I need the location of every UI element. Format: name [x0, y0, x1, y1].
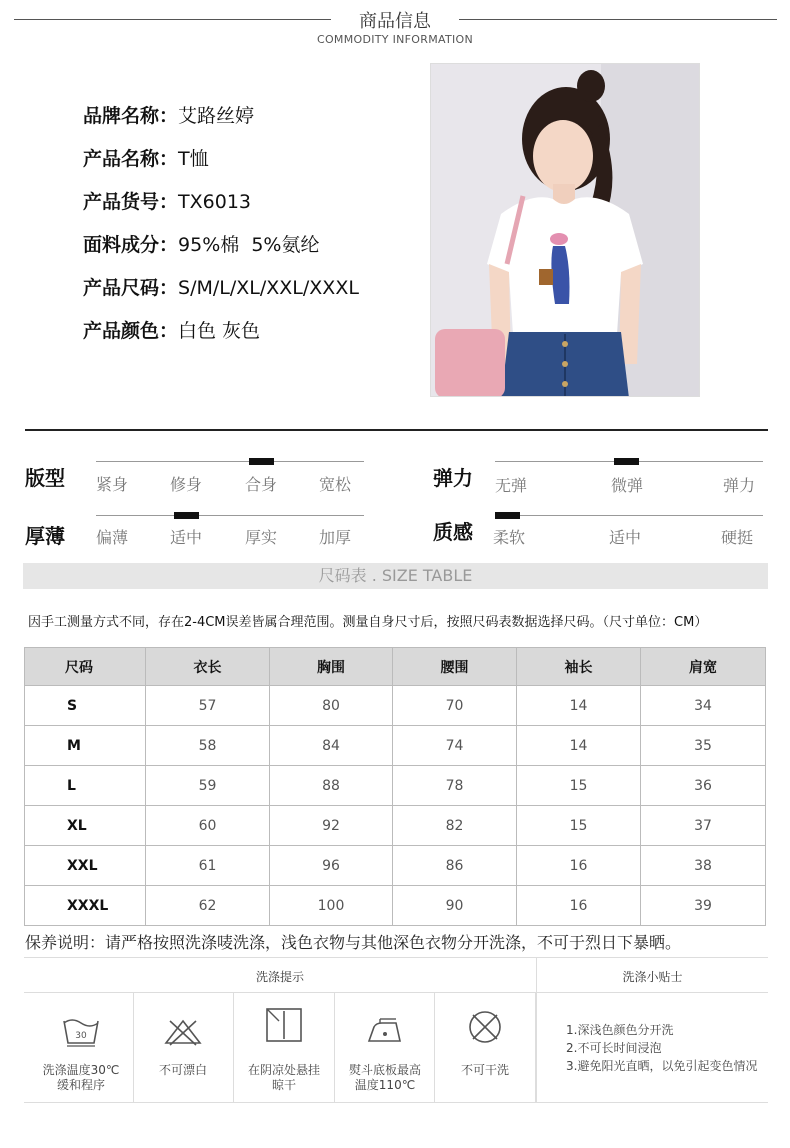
- wash-header-left: 洗涤提示: [255, 970, 304, 984]
- thickness-scale: [96, 515, 364, 516]
- table-cell: 82: [393, 806, 517, 846]
- info-colors: [83, 316, 260, 343]
- table-cell: 15: [517, 766, 641, 806]
- size-table: [24, 647, 766, 926]
- table-cell: 60: [146, 806, 270, 846]
- info-sizes: [83, 273, 359, 300]
- size-cell: S: [25, 686, 146, 726]
- size-cell: L: [25, 766, 146, 806]
- section-subtitle: COMMODITY INFORMATION: [316, 33, 474, 46]
- wash-top-rule: [24, 957, 768, 958]
- info-value: 白色 灰色: [178, 320, 261, 342]
- size-table-banner: 尺码表 . SIZE TABLE: [23, 563, 768, 589]
- wash-item: [234, 993, 334, 1098]
- no-bleach-icon: [164, 1015, 202, 1047]
- info-label: 产品货号：: [83, 191, 179, 213]
- fit-option: 修身: [170, 475, 203, 494]
- texture-scale: [495, 515, 763, 516]
- wash-caption: [335, 1063, 435, 1093]
- info-value: TX6013: [178, 191, 251, 213]
- section-divider: [25, 429, 768, 431]
- wash-caption-line: 在阴凉处悬挂: [247, 1063, 320, 1077]
- table-cell: 16: [517, 846, 641, 886]
- fit-option: 宽松: [319, 475, 352, 494]
- line-dry-shade-icon: [265, 1007, 303, 1043]
- wash-caption: [31, 1063, 131, 1093]
- wash-caption-line: 熨斗底板最高: [348, 1063, 421, 1077]
- wash-temp-label: 30: [75, 1031, 87, 1041]
- texture-option: 柔软: [493, 528, 526, 547]
- wash-caption-line: 缓和程序: [56, 1078, 105, 1092]
- model-illustration: [431, 64, 700, 397]
- thickness-option: 加厚: [319, 528, 352, 547]
- wash-caption-line: 不可干洗: [460, 1063, 509, 1077]
- no-dry-clean-icon: [466, 1009, 504, 1045]
- info-label: 品牌名称：: [83, 105, 179, 127]
- column-header: 胸围: [270, 648, 393, 686]
- fit-option: 合身: [245, 475, 278, 494]
- table-cell: 78: [393, 766, 517, 806]
- texture-scale-marker: [495, 512, 520, 519]
- texture-option: 适中: [609, 528, 642, 547]
- info-label: 产品名称：: [83, 148, 179, 170]
- table-cell: 14: [517, 686, 641, 726]
- fit-option: 紧身: [96, 475, 129, 494]
- table-cell: 70: [393, 686, 517, 726]
- table-cell: 100: [270, 886, 393, 926]
- wash-item: [31, 993, 131, 1098]
- wash-caption: [435, 1063, 535, 1078]
- info-value: 艾路丝婷: [178, 105, 255, 127]
- table-cell: 84: [270, 726, 393, 766]
- wash-item: [133, 993, 233, 1098]
- wash-tip: 2.不可长时间浸泡: [566, 1041, 662, 1055]
- wash-caption-line: 洗涤温度30℃: [42, 1063, 120, 1077]
- table-cell: 59: [146, 766, 270, 806]
- elasticity-scale-marker: [614, 458, 639, 465]
- table-cell: 92: [270, 806, 393, 846]
- table-row: [25, 886, 766, 926]
- info-fabric: [83, 230, 319, 257]
- table-header-row: [25, 648, 766, 686]
- table-cell: 96: [270, 846, 393, 886]
- attr-title-fit: 版型: [25, 466, 65, 490]
- wash-caption-line: 不可漂白: [158, 1063, 207, 1077]
- size-cell: XL: [25, 806, 146, 846]
- wash-caption-line: 晾干: [271, 1078, 296, 1092]
- wash-tips: [566, 1021, 757, 1075]
- table-row: [25, 766, 766, 806]
- table-cell: 80: [270, 686, 393, 726]
- table-cell: 88: [270, 766, 393, 806]
- icon-divider: [535, 993, 536, 1102]
- table-cell: 61: [146, 846, 270, 886]
- thickness-option: 适中: [170, 528, 203, 547]
- table-row: [25, 686, 766, 726]
- wash-tip: 1.深浅色颜色分开洗: [566, 1023, 674, 1037]
- attr-title-elasticity: 弹力: [433, 466, 473, 490]
- table-cell: 39: [641, 886, 766, 926]
- table-row: [25, 726, 766, 766]
- table-cell: 34: [641, 686, 766, 726]
- iron-110-icon: [366, 1015, 404, 1047]
- wash-30-icon: [62, 1015, 100, 1047]
- info-sku: [83, 187, 251, 214]
- table-cell: 58: [146, 726, 270, 766]
- wash-bottom-rule: [24, 1102, 768, 1103]
- thickness-option: 偏薄: [96, 528, 129, 547]
- size-cell: XXL: [25, 846, 146, 886]
- info-label: 产品尺码：: [83, 277, 179, 299]
- measurement-note: 因手工测量方式不同，存在2-4CM误差皆属合理范围。测量自身尺寸后，按照尺码表数据选择尺码。（尺寸单位：CM）: [28, 615, 708, 630]
- info-value: T恤: [178, 148, 209, 170]
- elasticity-option: 无弹: [495, 476, 528, 495]
- elasticity-option: 微弹: [611, 476, 644, 495]
- column-header: 袖长: [517, 648, 641, 686]
- column-header: 衣长: [146, 648, 270, 686]
- table-cell: 35: [641, 726, 766, 766]
- wash-header-right: 洗涤小贴士: [622, 970, 683, 984]
- thickness-option: 厚实: [245, 528, 278, 547]
- section-title: 商品信息: [359, 11, 431, 32]
- table-cell: 15: [517, 806, 641, 846]
- info-label: 产品颜色：: [83, 320, 179, 342]
- table-cell: 37: [641, 806, 766, 846]
- info-value: 95%棉 5%氨纶: [178, 234, 320, 256]
- column-header: 腰围: [393, 648, 517, 686]
- table-row: [25, 846, 766, 886]
- size-cell: M: [25, 726, 146, 766]
- size-cell: XXXL: [25, 886, 146, 926]
- thickness-scale-marker: [174, 512, 199, 519]
- wash-item: [435, 993, 535, 1098]
- table-cell: 86: [393, 846, 517, 886]
- table-cell: 74: [393, 726, 517, 766]
- texture-option: 硬挺: [721, 528, 754, 547]
- table-cell: 38: [641, 846, 766, 886]
- care-instructions: 保养说明：请严格按照洗涤唛洗涤，浅色衣物与其他深色衣物分开洗涤，不可于烈日下暴晒。: [25, 933, 682, 952]
- table-cell: 16: [517, 886, 641, 926]
- wash-caption-line: 温度110℃: [354, 1078, 416, 1092]
- wash-caption: [234, 1063, 334, 1093]
- info-label: 面料成分：: [83, 234, 179, 256]
- product-photo: [430, 63, 700, 397]
- elasticity-option: 弹力: [723, 476, 756, 495]
- column-header: 肩宽: [641, 648, 766, 686]
- wash-item: [335, 993, 435, 1098]
- fit-scale-marker: [249, 458, 274, 465]
- wash-caption: [133, 1063, 233, 1078]
- column-header: 尺码: [25, 648, 146, 686]
- table-cell: 62: [146, 886, 270, 926]
- wash-tip: 3.避免阳光直晒，以免引起变色情况: [566, 1059, 758, 1073]
- fit-scale: [96, 461, 364, 462]
- info-product-name: [83, 144, 209, 171]
- table-cell: 90: [393, 886, 517, 926]
- attr-title-texture: 质感: [433, 520, 473, 544]
- info-value: S/M/L/XL/XXL/XXXL: [178, 277, 359, 299]
- table-row: [25, 806, 766, 846]
- table-cell: 36: [641, 766, 766, 806]
- info-brand: [83, 101, 254, 128]
- attr-title-thickness: 厚薄: [25, 524, 65, 548]
- table-cell: 57: [146, 686, 270, 726]
- table-cell: 14: [517, 726, 641, 766]
